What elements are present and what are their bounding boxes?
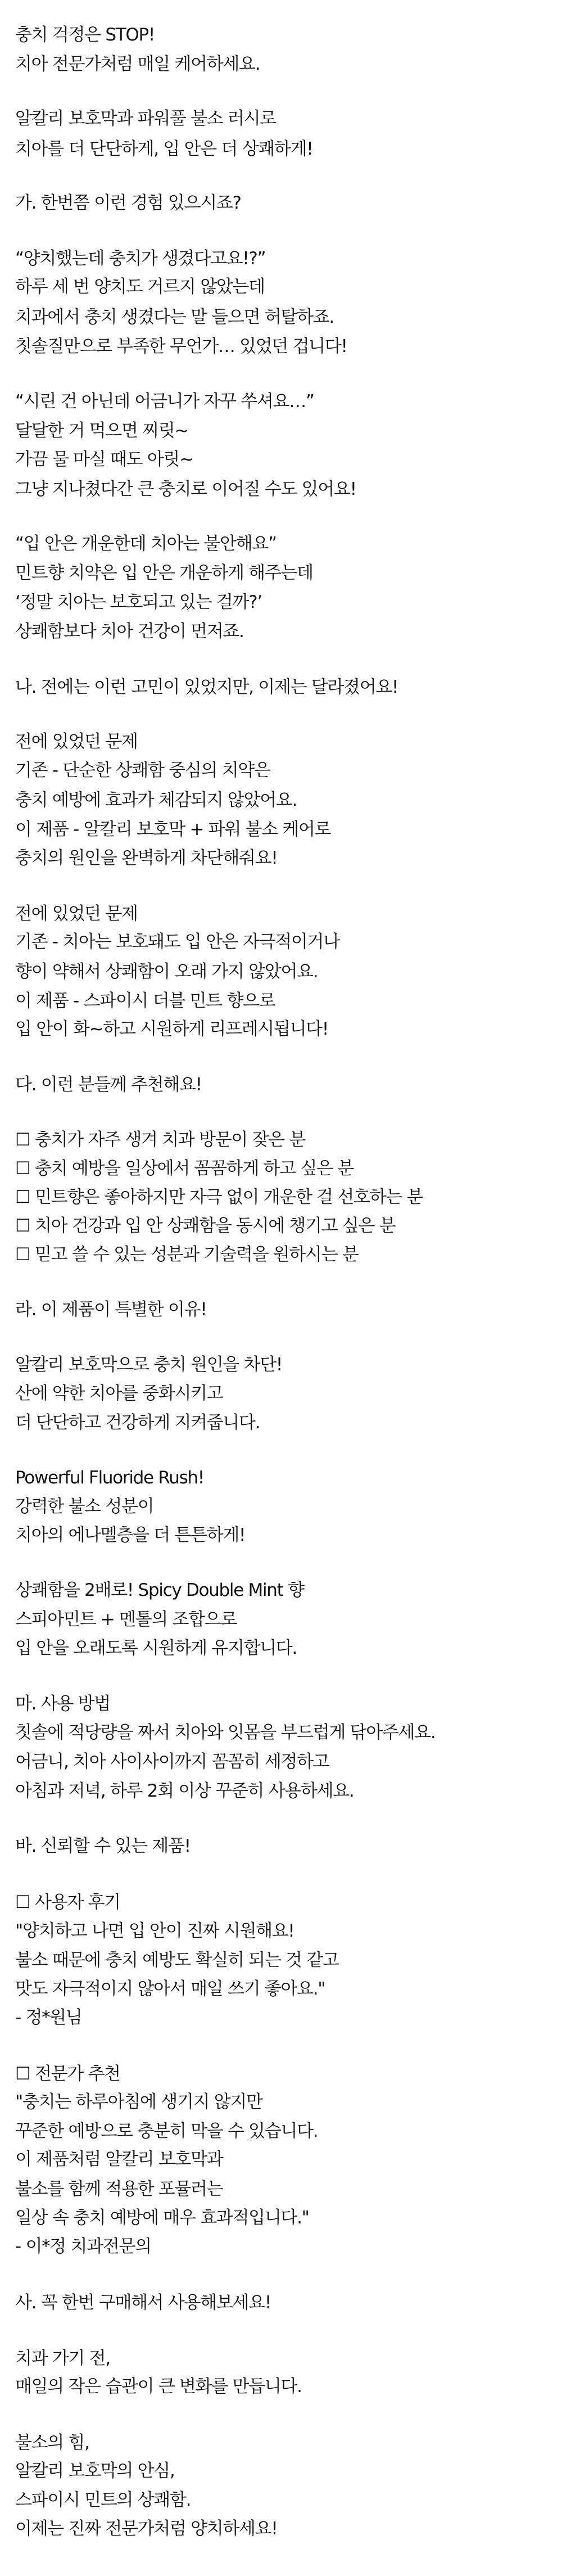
text-line: "양치하고 나면 입 안이 진짜 시원해요! <box>15 1921 294 1942</box>
text-line: 산에 약한 치아를 중화시키고 <box>15 1383 223 1404</box>
text-line: 다. 이런 분들께 추천해요! <box>15 1074 202 1095</box>
text-line: ☐ 충치 예방을 일상에서 꼼꼼하게 하고 싶은 분 <box>15 1158 353 1179</box>
text-line: 가끔 물 마실 때도 아릿~ <box>15 449 193 470</box>
text-line: “양치했는데 충치가 생겼다고요!?” <box>15 248 266 269</box>
text-line: 꾸준한 예방으로 충분히 막을 수 있습니다. <box>15 2121 318 2141</box>
text-line: 치과 가기 전, <box>15 2348 110 2369</box>
text-line: 나. 전에는 이런 고민이 있었지만, 이제는 달라졌어요! <box>15 677 398 698</box>
text-line: 충치 걱정은 STOP! <box>15 24 155 45</box>
text-line: "충치는 하루아침에 생기지 않지만 <box>15 2092 262 2113</box>
text-line: 강력한 불소 성분이 <box>15 1496 154 1517</box>
text-line: 치과에서 충치 생겼다는 말 들으면 허탈하죠. <box>15 306 334 327</box>
text-line: 상쾌함을 2배로! Spicy Double Mint 향 <box>15 1580 304 1601</box>
text-line: 그냥 지나쳤다간 큰 충치로 이어질 수도 있어요! <box>15 479 356 499</box>
text-line: 민트향 치약은 입 안은 개운하게 해주는데 <box>15 563 313 584</box>
text-line: Powerful Fluoride Rush! <box>15 1468 204 1488</box>
text-line: 충치 예방에 효과가 체감되지 않았어요. <box>15 790 297 811</box>
text-line: 상쾌함보다 치아 건강이 먼저죠. <box>15 621 244 642</box>
text-line: 향이 약해서 상쾌함이 오래 가지 않았어요. <box>15 962 318 982</box>
text-line: 불소의 힘, <box>15 2432 89 2453</box>
text-line: 일상 속 충치 예방에 매우 효과적입니다." <box>15 2208 309 2228</box>
text-line: ☐ 믿고 쓸 수 있는 성분과 기술력을 원하시는 분 <box>15 1244 359 1265</box>
text-line: 전에 있었던 문제 <box>15 731 138 752</box>
text-line: 더 단단하고 건강하게 지켜줍니다. <box>15 1412 260 1433</box>
text-line: 마. 사용 방법 <box>15 1694 110 1715</box>
text-line: 어금니, 치아 사이사이까지 꼼꼼히 세정하고 <box>15 1752 329 1772</box>
text-line: 이 제품처럼 알칼리 보호막과 <box>15 2149 223 2170</box>
text-line: 알칼리 보호막과 파워풀 불소 러시로 <box>15 109 276 129</box>
text-line: 치아 전문가처럼 매일 케어하세요. <box>15 53 260 74</box>
text-line: 스파이시 민트의 상쾌함. <box>15 2489 191 2510</box>
text-line: 가. 한번쯤 이런 경험 있으시죠? <box>15 192 241 213</box>
text-line: ☐ 치아 건강과 입 안 상쾌함을 동시에 챙기고 싶은 분 <box>15 1216 396 1237</box>
text-line: ‘정말 치아는 보호되고 있는 걸까?’ <box>15 592 262 612</box>
text-line: 입 안을 오래도록 시원하게 유지합니다. <box>15 1638 297 1659</box>
text-line: 불소를 함께 적용한 포뮬러는 <box>15 2178 223 2199</box>
text-line: 바. 신뢰할 수 있는 제품! <box>15 1835 191 1856</box>
text-line: ☐ 전문가 추천 <box>15 2063 120 2084</box>
text-line: 충치의 원인을 완벽하게 차단해줘요! <box>15 848 278 869</box>
text-line: “시린 건 아닌데 어금니가 자꾸 쑤셔요…” <box>15 391 314 412</box>
text-line: 이 제품 - 알칼리 보호막 + 파워 불소 케어로 <box>15 819 331 840</box>
text-line: 하루 세 번 양치도 거르지 않았는데 <box>15 277 265 297</box>
text-line: 달달한 거 먹으면 찌릿~ <box>15 420 189 441</box>
text-line: 스피아민트 + 멘톨의 조합으로 <box>15 1609 237 1630</box>
text-line: 이제는 진짜 전문가처럼 양치하세요! <box>15 2519 278 2539</box>
text-line: 기존 - 단순한 상쾌함 중심의 치약은 <box>15 760 270 781</box>
text-line: 불소 때문에 충치 예방도 확실히 되는 것 같고 <box>15 1950 339 1970</box>
text-line: 치아의 에나멜층을 더 튼튼하게! <box>15 1525 246 1546</box>
text-line: 알칼리 보호막의 안심, <box>15 2461 175 2482</box>
text-line: - 정*원님 <box>15 2007 82 2028</box>
text-line: 칫솔에 적당량을 짜서 치아와 잇몸을 부드럽게 닦아주세요. <box>15 1722 436 1743</box>
text-line: 맛도 자극적이지 않아서 매일 쓰기 좋아요." <box>15 1979 325 2000</box>
text-line: ☐ 사용자 후기 <box>15 1892 120 1912</box>
text-line: ☐ 충치가 자주 생겨 치과 방문이 잦은 분 <box>15 1129 306 1150</box>
text-line: 라. 이 제품이 특별한 이유! <box>15 1299 207 1320</box>
text-line: 이 제품 - 스파이시 더블 민트 향으로 <box>15 990 275 1011</box>
text-line: 아침과 저녁, 하루 2회 이상 꾸준히 사용하세요. <box>15 1780 354 1801</box>
text-line: 전에 있었던 문제 <box>15 903 138 924</box>
text-line: 치아를 더 단단하게, 입 안은 더 상쾌하게! <box>15 138 313 159</box>
text-line: 기존 - 치아는 보호돼도 입 안은 자극적이거나 <box>15 932 339 953</box>
text-line: 칫솔질만으로 부족한 무언가… 있었던 겁니다! <box>15 336 347 357</box>
text-line: “입 안은 개운한데 치아는 불안해요” <box>15 533 277 554</box>
text-line: ☐ 민트향은 좋아하지만 자극 없이 개운한 걸 선호하는 분 <box>15 1187 423 1207</box>
text-line: 입 안이 화~하고 시원하게 리프레시됩니다! <box>15 1019 328 1040</box>
text-line: 사. 꼭 한번 구매해서 사용해보세요! <box>15 2292 271 2313</box>
text-line: 알칼리 보호막으로 충치 원인을 차단! <box>15 1355 283 1375</box>
text-line: - 이*정 치과전문의 <box>15 2236 151 2257</box>
text-line: 매일의 작은 습관이 큰 변화를 만듭니다. <box>15 2376 302 2397</box>
